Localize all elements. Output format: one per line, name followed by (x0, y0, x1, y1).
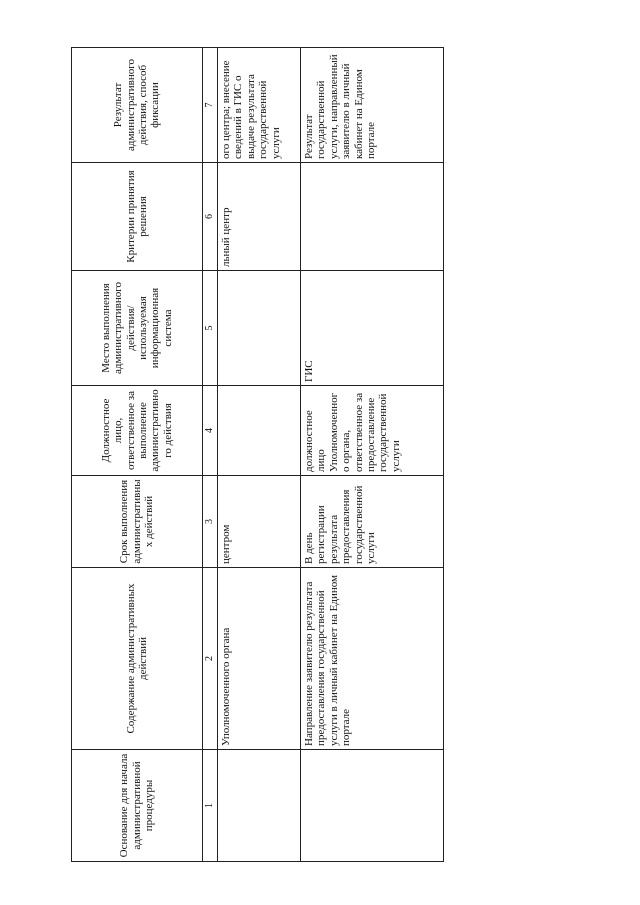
header-cell: Должностное лицо, ответственное за выполнение административного действия (72, 386, 203, 476)
table-cell (301, 750, 444, 862)
header-cell: Место выполнения административного действия/ используемая информационная система (72, 271, 203, 386)
column-number: 3 (203, 476, 218, 568)
column-number: 4 (203, 386, 218, 476)
table-cell: должностное лицо Уполномоченного органа, ответственное за предоставление государственной услуги (301, 386, 444, 476)
table-cell (218, 750, 301, 862)
table-cell: ого центра; внесение сведений в ГИС о выдаче результата государственной услуги (218, 48, 301, 163)
table-row (301, 48, 444, 862)
table-row (218, 48, 301, 862)
table-cell: Направление заявителю результата предоставления государственной услуги в личный кабинет на Едином портале (301, 568, 444, 750)
table-cell: ГИС (301, 271, 444, 386)
header-cell: Результат административного действия, способ фиксации (72, 48, 203, 163)
rotated-table-area (71, 48, 437, 862)
column-number: 2 (203, 568, 218, 750)
header-cell: Основание для начала административной процедуры (72, 750, 203, 862)
header-cell: Критерии принятия решения (72, 163, 203, 271)
table-cell (301, 163, 444, 271)
table-cell: Результат государственной услуги, направленный заявителю в личный кабинет на Едином портале (301, 48, 444, 163)
column-number: 1 (203, 750, 218, 862)
column-number: 7 (203, 48, 218, 163)
table-cell (218, 271, 301, 386)
table-cell: льный центр (218, 163, 301, 271)
table-cell (218, 386, 301, 476)
header-row (72, 48, 203, 862)
header-cell: Содержание административных действий (72, 568, 203, 750)
table-cell: центром (218, 476, 301, 568)
procedure-table (71, 47, 444, 862)
table-cell: Уполномоченного органа (218, 568, 301, 750)
column-number-row (203, 48, 218, 862)
header-cell: Срок выполнения административных действий (72, 476, 203, 568)
table-cell: В день регистрации результата предоставления государственной услуги (301, 476, 444, 568)
column-number: 6 (203, 163, 218, 271)
column-number: 5 (203, 271, 218, 386)
